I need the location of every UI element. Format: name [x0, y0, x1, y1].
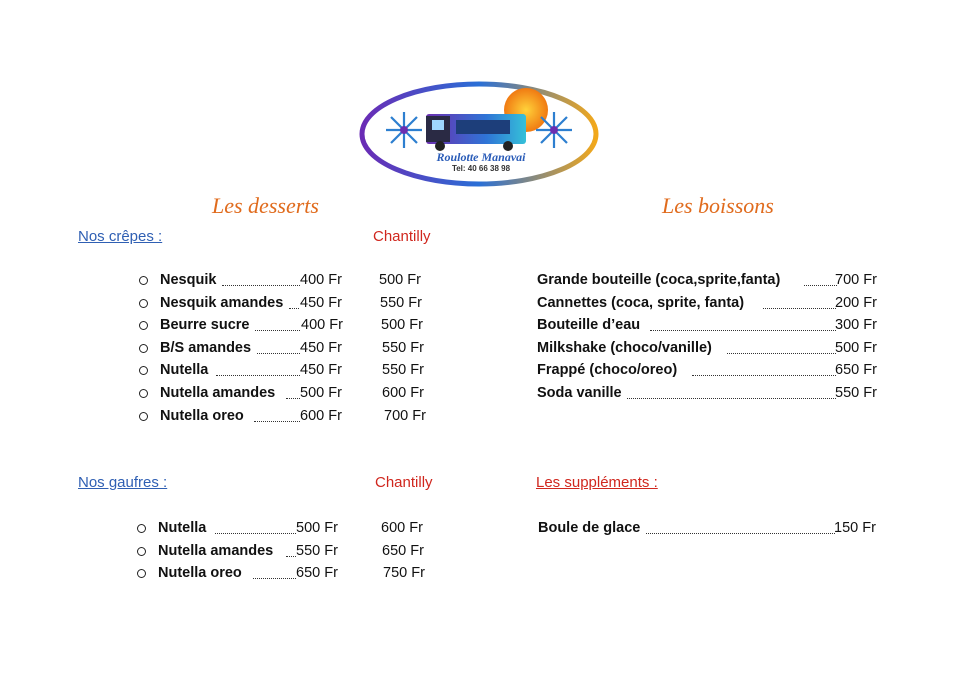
brand-phone: Tel: 40 66 38 98: [451, 164, 511, 173]
desserts-title: Les desserts: [212, 193, 319, 218]
list-item: Nutella oreo 650 Fr 750 Fr: [137, 562, 437, 585]
supplements-list: [538, 517, 888, 540]
list-item: Cannettes (coca, sprite, fanta) 200 Fr: [537, 294, 877, 311]
leader-dots: [650, 330, 836, 331]
list-item: Nutella amandes 550 Fr 650 Fr: [137, 540, 437, 563]
bullet-icon: [137, 569, 146, 578]
leader-dots: [216, 375, 300, 376]
list-item: Nesquik 400 Fr 500 Fr: [139, 269, 439, 292]
leader-dots: [255, 330, 300, 331]
list-item: Nesquik amandes 450 Fr 550 Fr: [139, 292, 439, 315]
gaufres-list: [137, 517, 437, 585]
leader-dots: [286, 398, 300, 399]
leader-dots: [763, 308, 836, 309]
leader-dots: [215, 533, 296, 534]
supplements-heading: Les suppléments :: [536, 474, 658, 491]
list-item: Nutella 500 Fr 600 Fr: [137, 517, 437, 540]
list-item: B/S amandes 450 Fr 550 Fr: [139, 337, 439, 360]
bullet-icon: [137, 547, 146, 556]
list-item: Boule de glace 150 Fr: [538, 520, 876, 536]
list-item: Nutella oreo 600 Fr 700 Fr: [139, 405, 439, 428]
bullet-icon: [139, 412, 148, 421]
leader-dots: [253, 578, 296, 579]
bullet-icon: [139, 321, 148, 330]
right-star-icon: [536, 112, 572, 148]
list-item: Nutella amandes 500 Fr 600 Fr: [139, 382, 439, 405]
leader-dots: [646, 533, 835, 534]
leader-dots: [254, 421, 300, 422]
crepes-chantilly-header: Chantilly: [373, 228, 431, 245]
leader-dots: [627, 398, 836, 399]
list-item: Soda vanille 550 Fr: [537, 384, 877, 401]
leader-dots: [727, 353, 836, 354]
brand-logo: [358, 80, 600, 188]
boissons-title: Les boissons: [662, 193, 774, 218]
bullet-icon: [137, 524, 146, 533]
bullet-icon: [139, 344, 148, 353]
leader-dots: [222, 285, 300, 286]
boissons-list: [537, 269, 887, 405]
bullet-icon: [139, 276, 148, 285]
leader-dots: [692, 375, 836, 376]
list-item: Grande bouteille (coca,sprite,fanta) 700 Fr: [537, 272, 877, 288]
brand-name: Roulotte Manavai: [436, 150, 526, 164]
gaufres-chantilly-header: Chantilly: [375, 474, 433, 491]
bullet-icon: [139, 366, 148, 375]
list-item: Milkshake (choco/vanille) 500 Fr: [537, 339, 877, 356]
list-item: Beurre sucre 400 Fr 500 Fr: [139, 314, 439, 337]
leader-dots: [804, 285, 837, 286]
crepes-heading: Nos crêpes :: [78, 228, 163, 245]
gaufres-heading: Nos gaufres :: [78, 474, 168, 491]
bullet-icon: [139, 389, 148, 398]
list-item: Frappé (choco/oreo) 650 Fr: [537, 362, 877, 379]
crepes-list: [139, 269, 439, 427]
leader-dots: [286, 556, 296, 557]
left-star-icon: [386, 112, 422, 148]
leader-dots: [257, 353, 300, 354]
bullet-icon: [139, 299, 148, 308]
list-item: Bouteille d’eau 300 Fr: [537, 317, 877, 334]
leader-dots: [289, 308, 299, 309]
list-item: Nutella 450 Fr 550 Fr: [139, 359, 439, 382]
